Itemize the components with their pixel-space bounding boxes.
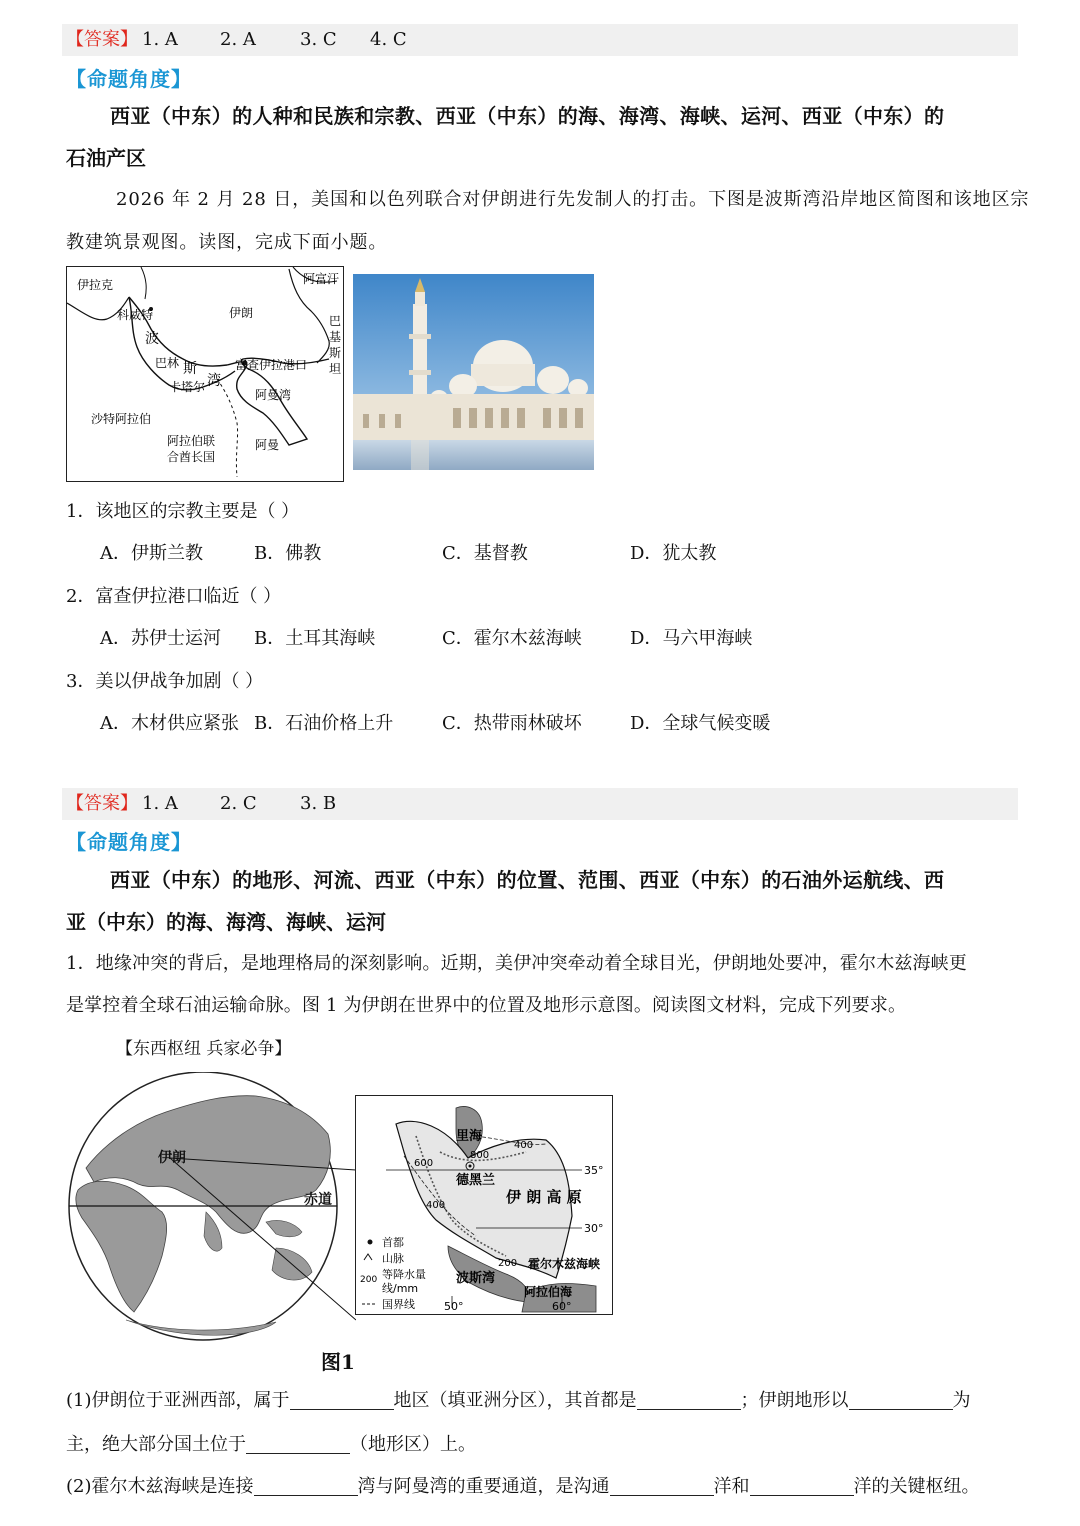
answer-blank[interactable] bbox=[246, 1435, 350, 1454]
fill-question bbox=[66, 1430, 476, 1456]
answer-blank[interactable] bbox=[849, 1391, 953, 1410]
map-label: 波斯湾 bbox=[456, 1271, 496, 1286]
answer-item: 3. B bbox=[300, 793, 337, 814]
option-b[interactable]: B．石油价格上升 bbox=[254, 713, 394, 734]
question-stem: 3．美以伊战争加剧（ ） bbox=[66, 671, 264, 692]
map-label: 伊拉克 bbox=[77, 278, 114, 292]
question-stem: 1．该地区的宗教主要是（ ） bbox=[66, 501, 300, 522]
map-label: 坦 bbox=[329, 362, 342, 376]
map-label: 伊 朗 高 原 bbox=[506, 1188, 582, 1206]
intro-text: 教建筑景观图。读图，完成下面小题。 bbox=[66, 232, 388, 253]
map-label: 巴 bbox=[329, 314, 342, 328]
map-label: 阿富汗 bbox=[303, 272, 340, 286]
option-a[interactable]: A．木材供应紧张 bbox=[100, 713, 239, 734]
answer-item: 3. C bbox=[300, 29, 337, 50]
question-text: (1)伊朗位于亚洲西部，属于 bbox=[66, 1390, 290, 1411]
option-c[interactable]: C．霍尔木兹海峡 bbox=[442, 628, 582, 649]
map-label: 合酋长国 bbox=[167, 450, 216, 464]
paragraph-text: 1．地缘冲突的背后，是地理格局的深刻影响。近期，美伊冲突牵动着全球目光，伊朗地处要冲，霍尔木兹海峡更 bbox=[66, 953, 967, 974]
topic-line: 亚（中东）的海、海湾、海峡、运河 bbox=[66, 910, 386, 934]
question-text: (2)霍尔木兹海峡是连接 bbox=[66, 1476, 254, 1497]
answer-item: 1. A bbox=[142, 29, 178, 50]
globe-label-iran: 伊朗 bbox=[158, 1150, 186, 1166]
fill-question bbox=[66, 1472, 980, 1498]
option-a[interactable]: A．苏伊士运河 bbox=[100, 628, 221, 649]
fill-question bbox=[66, 1386, 971, 1412]
option-a[interactable]: A．伊斯兰教 bbox=[100, 543, 203, 564]
iran-terrain-map bbox=[355, 1095, 613, 1315]
answer-bar bbox=[62, 24, 1018, 56]
paragraph-text: 是掌控着全球石油运输命脉。图 1 为伊朗在世界中的位置及地形示意图。阅读图文材料，完成下列要求。 bbox=[66, 995, 907, 1016]
iran-terrain-drawing bbox=[356, 1096, 612, 1314]
contour-label: 400 bbox=[426, 1200, 446, 1211]
option-b[interactable]: B．土耳其海峡 bbox=[254, 628, 376, 649]
legend-label: 首都 bbox=[382, 1236, 404, 1249]
question-text: 洋的关键枢纽。 bbox=[853, 1476, 980, 1497]
persian-gulf-map-drawing bbox=[67, 267, 343, 481]
answer-item: 2. C bbox=[220, 793, 257, 814]
answer-tag: 【答案】 bbox=[66, 29, 138, 50]
figure-label: 图1 bbox=[321, 1350, 355, 1374]
map-label: 斯 bbox=[183, 361, 197, 377]
answer-tag: 【答案】 bbox=[66, 793, 138, 814]
option-d[interactable]: D．马六甲海峡 bbox=[630, 628, 753, 649]
option-c[interactable]: C．热带雨林破坏 bbox=[442, 713, 582, 734]
map-label: 沙特阿拉伯 bbox=[91, 412, 152, 426]
contour-label: 400 bbox=[514, 1140, 534, 1151]
contour-label: 600 bbox=[414, 1158, 434, 1169]
globe-label-equator: 赤道 bbox=[304, 1192, 332, 1208]
answer-blank[interactable] bbox=[254, 1477, 358, 1496]
answer-blank[interactable] bbox=[290, 1391, 394, 1410]
map-label: 阿曼湾 bbox=[255, 388, 292, 402]
contour-label: 200 bbox=[498, 1258, 518, 1269]
map-label: 50° bbox=[444, 1300, 464, 1313]
map-label: 斯 bbox=[329, 346, 342, 360]
legend-label: 200 bbox=[360, 1275, 378, 1285]
answer-item: 1. A bbox=[142, 793, 178, 814]
question-text: 洋和 bbox=[713, 1476, 750, 1497]
globe-map bbox=[66, 1072, 356, 1342]
answer-bar bbox=[62, 788, 1018, 820]
question-text: （地形区）上。 bbox=[350, 1434, 476, 1455]
legend-label: 国界线 bbox=[382, 1298, 415, 1311]
map-label: 阿曼 bbox=[255, 438, 280, 452]
map-label: 湾 bbox=[207, 373, 221, 389]
topic-line: 西亚（中东）的人种和民族和宗教、西亚（中东）的海、海湾、海峡、运河、西亚（中东）的 bbox=[110, 104, 945, 128]
option-d[interactable]: D．全球气候变暖 bbox=[630, 713, 771, 734]
topic-line: 西亚（中东）的地形、河流、西亚（中东）的位置、范围、西亚（中东）的石油外运航线、西 bbox=[110, 868, 945, 892]
map-label: 30° bbox=[584, 1222, 604, 1235]
map-label: 里海 bbox=[456, 1129, 483, 1144]
map-label: 基 bbox=[329, 330, 342, 344]
map-label: 波 bbox=[145, 331, 159, 347]
map-label: 卡塔尔 bbox=[169, 380, 206, 394]
map-label: 德黑兰 bbox=[456, 1173, 496, 1188]
mosque-photo bbox=[353, 274, 594, 470]
answer-blank[interactable] bbox=[637, 1391, 741, 1410]
contour-label: 800 bbox=[470, 1150, 490, 1161]
map-label: 阿拉伯海 bbox=[524, 1285, 573, 1299]
answer-blank[interactable] bbox=[750, 1477, 854, 1496]
map-label: 伊朗 bbox=[229, 306, 254, 320]
intro-text: 2026 年 2 月 28 日，美国和以色列联合对伊朗进行先发制人的打击。下图是波斯湾沿岸地区简图和该地区宗 bbox=[116, 189, 1030, 210]
question-text: 湾与阿曼湾的重要通道，是沟通 bbox=[357, 1476, 610, 1497]
section-heading: 【命题角度】 bbox=[66, 67, 192, 91]
question-text: 地区（填亚洲分区），其首都是 bbox=[393, 1390, 637, 1411]
map-label: 35° bbox=[584, 1164, 604, 1177]
question-text: ；伊朗地形以 bbox=[740, 1390, 849, 1411]
legend-label: 山脉 bbox=[382, 1252, 404, 1265]
mosque-illustration bbox=[353, 274, 594, 470]
topic-line: 石油产区 bbox=[66, 146, 146, 170]
question-text: 为 bbox=[952, 1390, 971, 1411]
option-d[interactable]: D．犹太教 bbox=[630, 543, 717, 564]
map-label: 巴林 bbox=[155, 356, 180, 370]
question-text: 主，绝大部分国土位于 bbox=[66, 1434, 246, 1455]
map-label: 60° bbox=[552, 1300, 572, 1313]
answer-item: 4. C bbox=[370, 29, 407, 50]
section-heading: 【命题角度】 bbox=[66, 830, 192, 854]
option-c[interactable]: C．基督教 bbox=[442, 543, 528, 564]
answer-blank[interactable] bbox=[610, 1477, 714, 1496]
map-label: 阿拉伯联 bbox=[167, 434, 216, 448]
answer-item: 2. A bbox=[220, 29, 256, 50]
question-stem: 2．富查伊拉港口临近（ ） bbox=[66, 586, 282, 607]
persian-gulf-map bbox=[66, 266, 344, 482]
map-label: 富查伊拉港口 bbox=[235, 358, 308, 372]
map-label: 霍尔木兹海峡 bbox=[528, 1257, 601, 1271]
figure-subtitle: 【东西枢纽 兵家必争】 bbox=[116, 1039, 292, 1059]
legend-label: 等降水量 bbox=[382, 1268, 426, 1281]
option-b[interactable]: B．佛教 bbox=[254, 543, 322, 564]
map-label: 科威特 bbox=[117, 308, 154, 322]
globe-drawing bbox=[66, 1072, 356, 1342]
legend-label: 线/mm bbox=[382, 1282, 419, 1295]
